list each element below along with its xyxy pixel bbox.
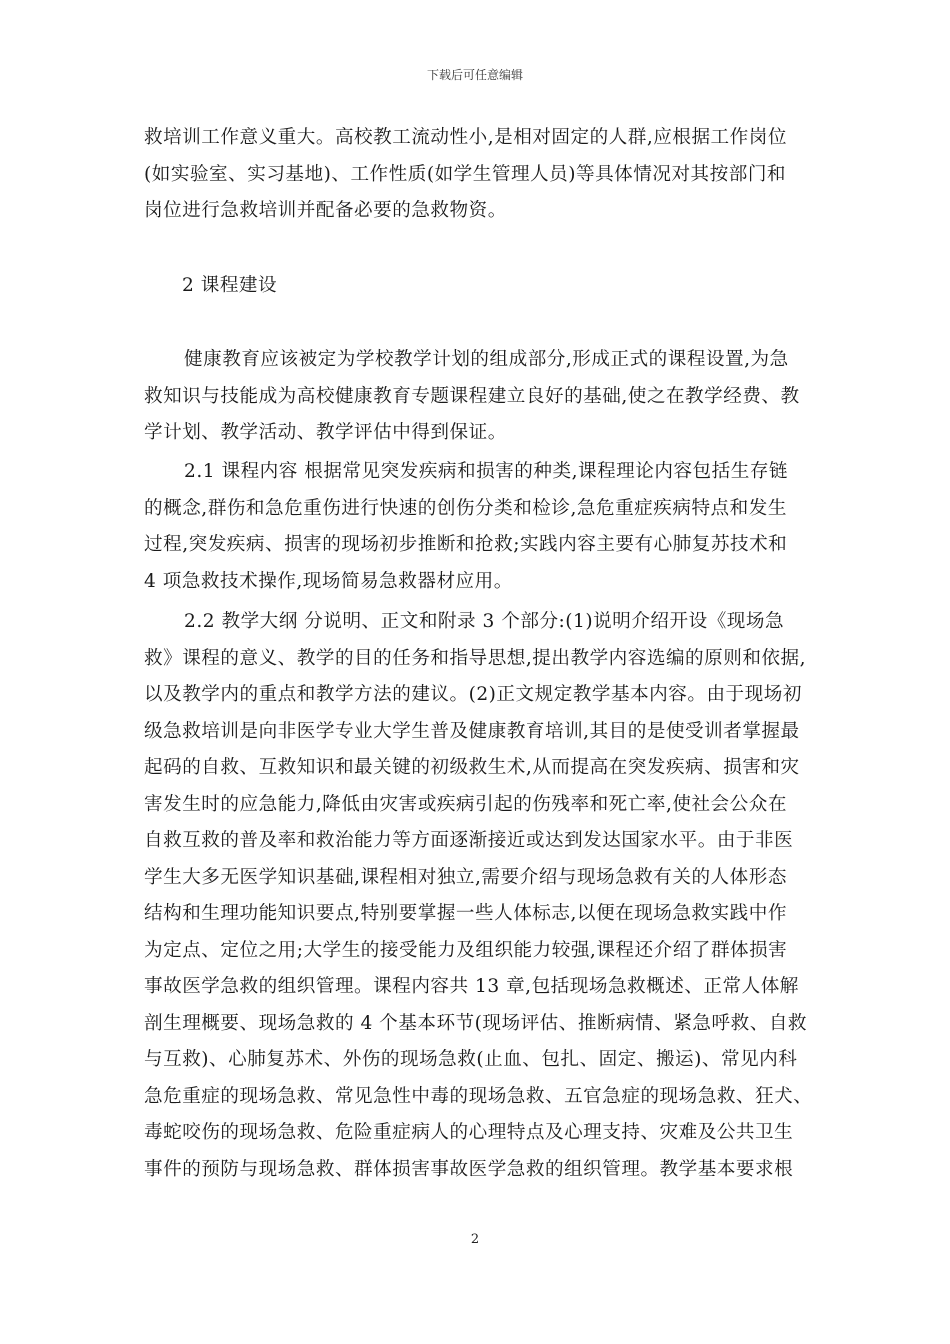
text-line: 救培训工作意义重大。高校教工流动性小,是相对固定的人群,应根据工作岗位 <box>144 127 787 148</box>
text-line: 救》课程的意义、教学的目的任务和指导思想,提出教学内容选编的原则和依据, <box>144 647 807 669</box>
text-line: 起码的自救、互救知识和最关键的初级救生术,从而提高在突发疾病、损害和灾 <box>144 757 800 778</box>
text-line: 岗位进行急救培训并配备必要的急救物资。 <box>144 200 507 221</box>
text-line: 事故医学急救的组织管理。课程内容共 13 章,包括现场急救概述、正常人体解 <box>144 976 799 997</box>
text-line: 学生大多无医学知识基础,课程相对独立,需要介绍与现场急救有关的人体形态 <box>144 866 787 888</box>
text-line: 2.1 课程内容 根据常见突发疾病和损害的种类,课程理论内容包括生存链 <box>184 461 789 482</box>
text-line: 级急救培训是向非医学专业大学生普及健康教育培训,其目的是使受训者掌握最 <box>144 720 800 742</box>
text-line: 与互救)、心肺复苏术、外伤的现场急救(止血、包扎、固定、搬运)、常见内科 <box>144 1049 798 1070</box>
text-line: 剖生理概要、现场急救的 4 个基本环节(现场评估、推断病情、紧急呼救、自救 <box>144 1012 808 1034</box>
text-line: (如实验室、实习基地)、工作性质(如学生管理人员)等具体情况对其按部门和 <box>144 163 787 185</box>
paragraph-3 <box>144 454 824 600</box>
text-line: 为定点、定位之用;大学生的接受能力及组织能力较强,课程还介绍了群体损害 <box>144 939 788 961</box>
text-line: 过程,突发疾病、损害的现场初步推断和抢救;实践内容主要有心肺复苏技术和 <box>144 534 788 555</box>
page-number: 2 <box>470 1232 480 1247</box>
section-heading: 2 课程建设 <box>182 275 278 296</box>
section-2-heading-block <box>144 268 824 305</box>
text-line: 4 项急救技术操作,现场简易急救器材应用。 <box>144 570 513 592</box>
text-line: 毒蛇咬伤的现场急救、危险重症病人的心理特点及心理支持、灾难及公共卫生 <box>144 1122 794 1143</box>
paragraph-2 <box>144 342 824 452</box>
paragraph-4 <box>144 604 824 1188</box>
text-line: 结构和生理功能知识要点,特别要掌握一些人体标志,以便在现场急救实践中作 <box>144 903 787 924</box>
text-line: 2.2 教学大纲 分说明、正文和附录 3 个部分:(1)说明介绍开设《现场急 <box>184 611 785 632</box>
text-line: 以及教学内的重点和教学方法的建议。(2)正文规定教学基本内容。由于现场初 <box>144 684 802 705</box>
page-header: 下载后可任意编辑 <box>426 68 523 82</box>
paragraph-1 <box>144 120 824 230</box>
text-line: 自救互救的普及率和救治能力等方面逐渐接近或达到发达国家水平。由于非医 <box>144 830 794 851</box>
text-line: 事件的预防与现场急救、群体损害事故医学急救的组织管理。教学基本要求根 <box>144 1158 794 1180</box>
text-line: 害发生时的应急能力,降低由灾害或疾病引起的伤残率和死亡率,使社会公众在 <box>144 793 787 815</box>
text-line: 学计划、教学活动、教学评估中得到保证。 <box>144 422 507 443</box>
text-line: 健康教育应该被定为学校教学计划的组成部分,形成正式的课程设置,为急 <box>184 349 789 370</box>
text-line: 急危重症的现场急救、常见急性中毒的现场急救、五官急症的现场急救、狂犬、 <box>144 1085 813 1107</box>
text-line: 救知识与技能成为高校健康教育专题课程建立良好的基础,使之在教学经费、教 <box>144 385 800 407</box>
text-line: 的概念,群伤和急危重伤进行快速的创伤分类和检诊,急危重症疾病特点和发生 <box>144 497 787 519</box>
